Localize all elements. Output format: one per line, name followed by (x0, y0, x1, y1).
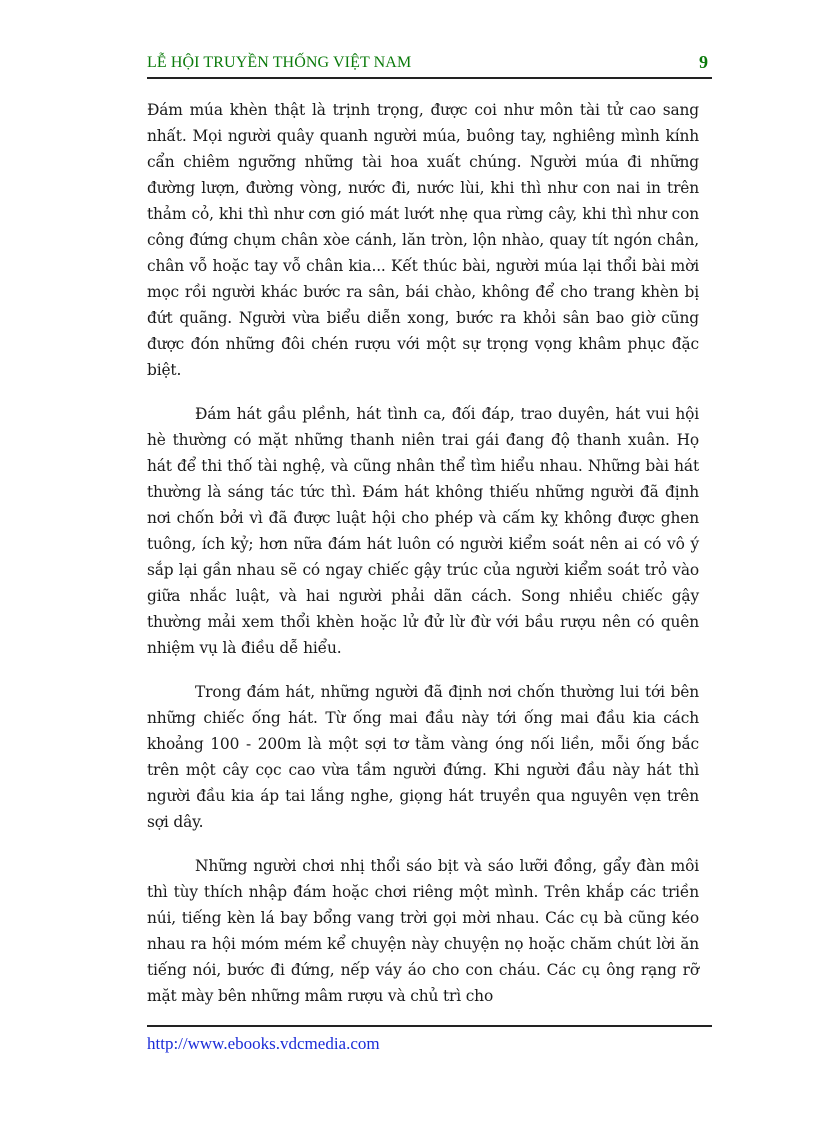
footer-divider (147, 1025, 712, 1027)
paragraph-2: Đám hát gầu plềnh, hát tình ca, đối đáp, trao duyên, hát vui hội hè thường có mặt những thanh niên trai gái đang độ thanh xuân. Họ hát để thi thố tài nghệ, và cũng nhân thể tìm hiểu nhau. Những bài hát thường là sáng tác tức thì. Đám hát không thiếu những người đã định nơi chốn bởi vì đã được luật hội cho phép và cấm kỵ không được ghen tuông, ích kỷ; hơn nữa đám hát luôn có người kiểm soát nên ai có vô ý sắp lại gần nhau sẽ có ngay chiếc gậy trúc của người kiểm soát trỏ vào giữa nhắc luật, và hai người phải dãn cách. Song nhiều chiếc gậy thường mải xem thổi khèn hoặc lử đử lừ đừ với bầu rượu nên có quên nhiệm vụ là điều dễ hiểu. (147, 405, 699, 657)
page-header (147, 50, 710, 78)
footer-website-link[interactable]: http://www.ebooks.vdcmedia.com (147, 1034, 380, 1053)
paragraph-4: Những người chơi nhị thổi sáo bịt và sáo lưỡi đồng, gẩy đàn môi thì tùy thích nhập đám hoặc chơi riêng một mình. Trên khắp các triền núi, tiếng kèn lá bay bổng vang trời gọi mời nhau. Các cụ bà cũng kéo nhau ra hội móm mém kể chuyện này chuyện nọ hoặc chăm chút lời ăn tiếng nói, bước đi đứng, nếp váy áo cho con cháu. Các cụ ông rạng rỡ mặt mày bên những mâm rượu và chủ trì cho (147, 857, 699, 1005)
page-number: 9 (699, 52, 708, 72)
header-divider (147, 77, 712, 79)
page-body (147, 97, 699, 1009)
paragraph-3: Trong đám hát, những người đã định nơi chốn thường lui tới bên những chiếc ống hát. Từ ống mai đầu này tới ống mai đầu kia cách khoảng 100 - 200m là một sợi tơ tằm vàng óng nối liền, mỗi ống bắc trên một cây cọc cao vừa tầm người đứng. Khi người đầu này hát thì người đầu kia áp tai lắng nghe, giọng hát truyền qua nguyên vẹn trên sợi dây. (147, 683, 699, 831)
book-title: LỄ HỘI TRUYỀN THỐNG VIỆT NAM (147, 54, 412, 71)
paragraph-1: Đám múa khèn thật là trịnh trọng, được coi như môn tài tử cao sang nhất. Mọi người quây quanh người múa, buông tay, nghiêng mình kính cẩn chiêm ngưỡng những tài hoa xuất chúng. Người múa đi những đường lượn, đường vòng, nước đi, nước lùi, khi thì như con nai in trên thảm cỏ, khi thì như cơn gió mát lướt nhẹ qua rừng cây, khi thì như con công đứng chụm chân xòe cánh, lăn tròn, lộn nhào, quay tít ngón chân, chân vỗ hoặc tay vỗ chân kia... Kết thúc bài, người múa lại thổi bài mời mọc rồi người khác bước ra sân, bái chào, không để cho trang khèn bị đứt quãng. Người vừa biểu diễn xong, bước ra khỏi sân bao giờ cũng được đón những đôi chén rượu với một sự trọng vọng khâm phục đặc biệt. (147, 101, 699, 379)
